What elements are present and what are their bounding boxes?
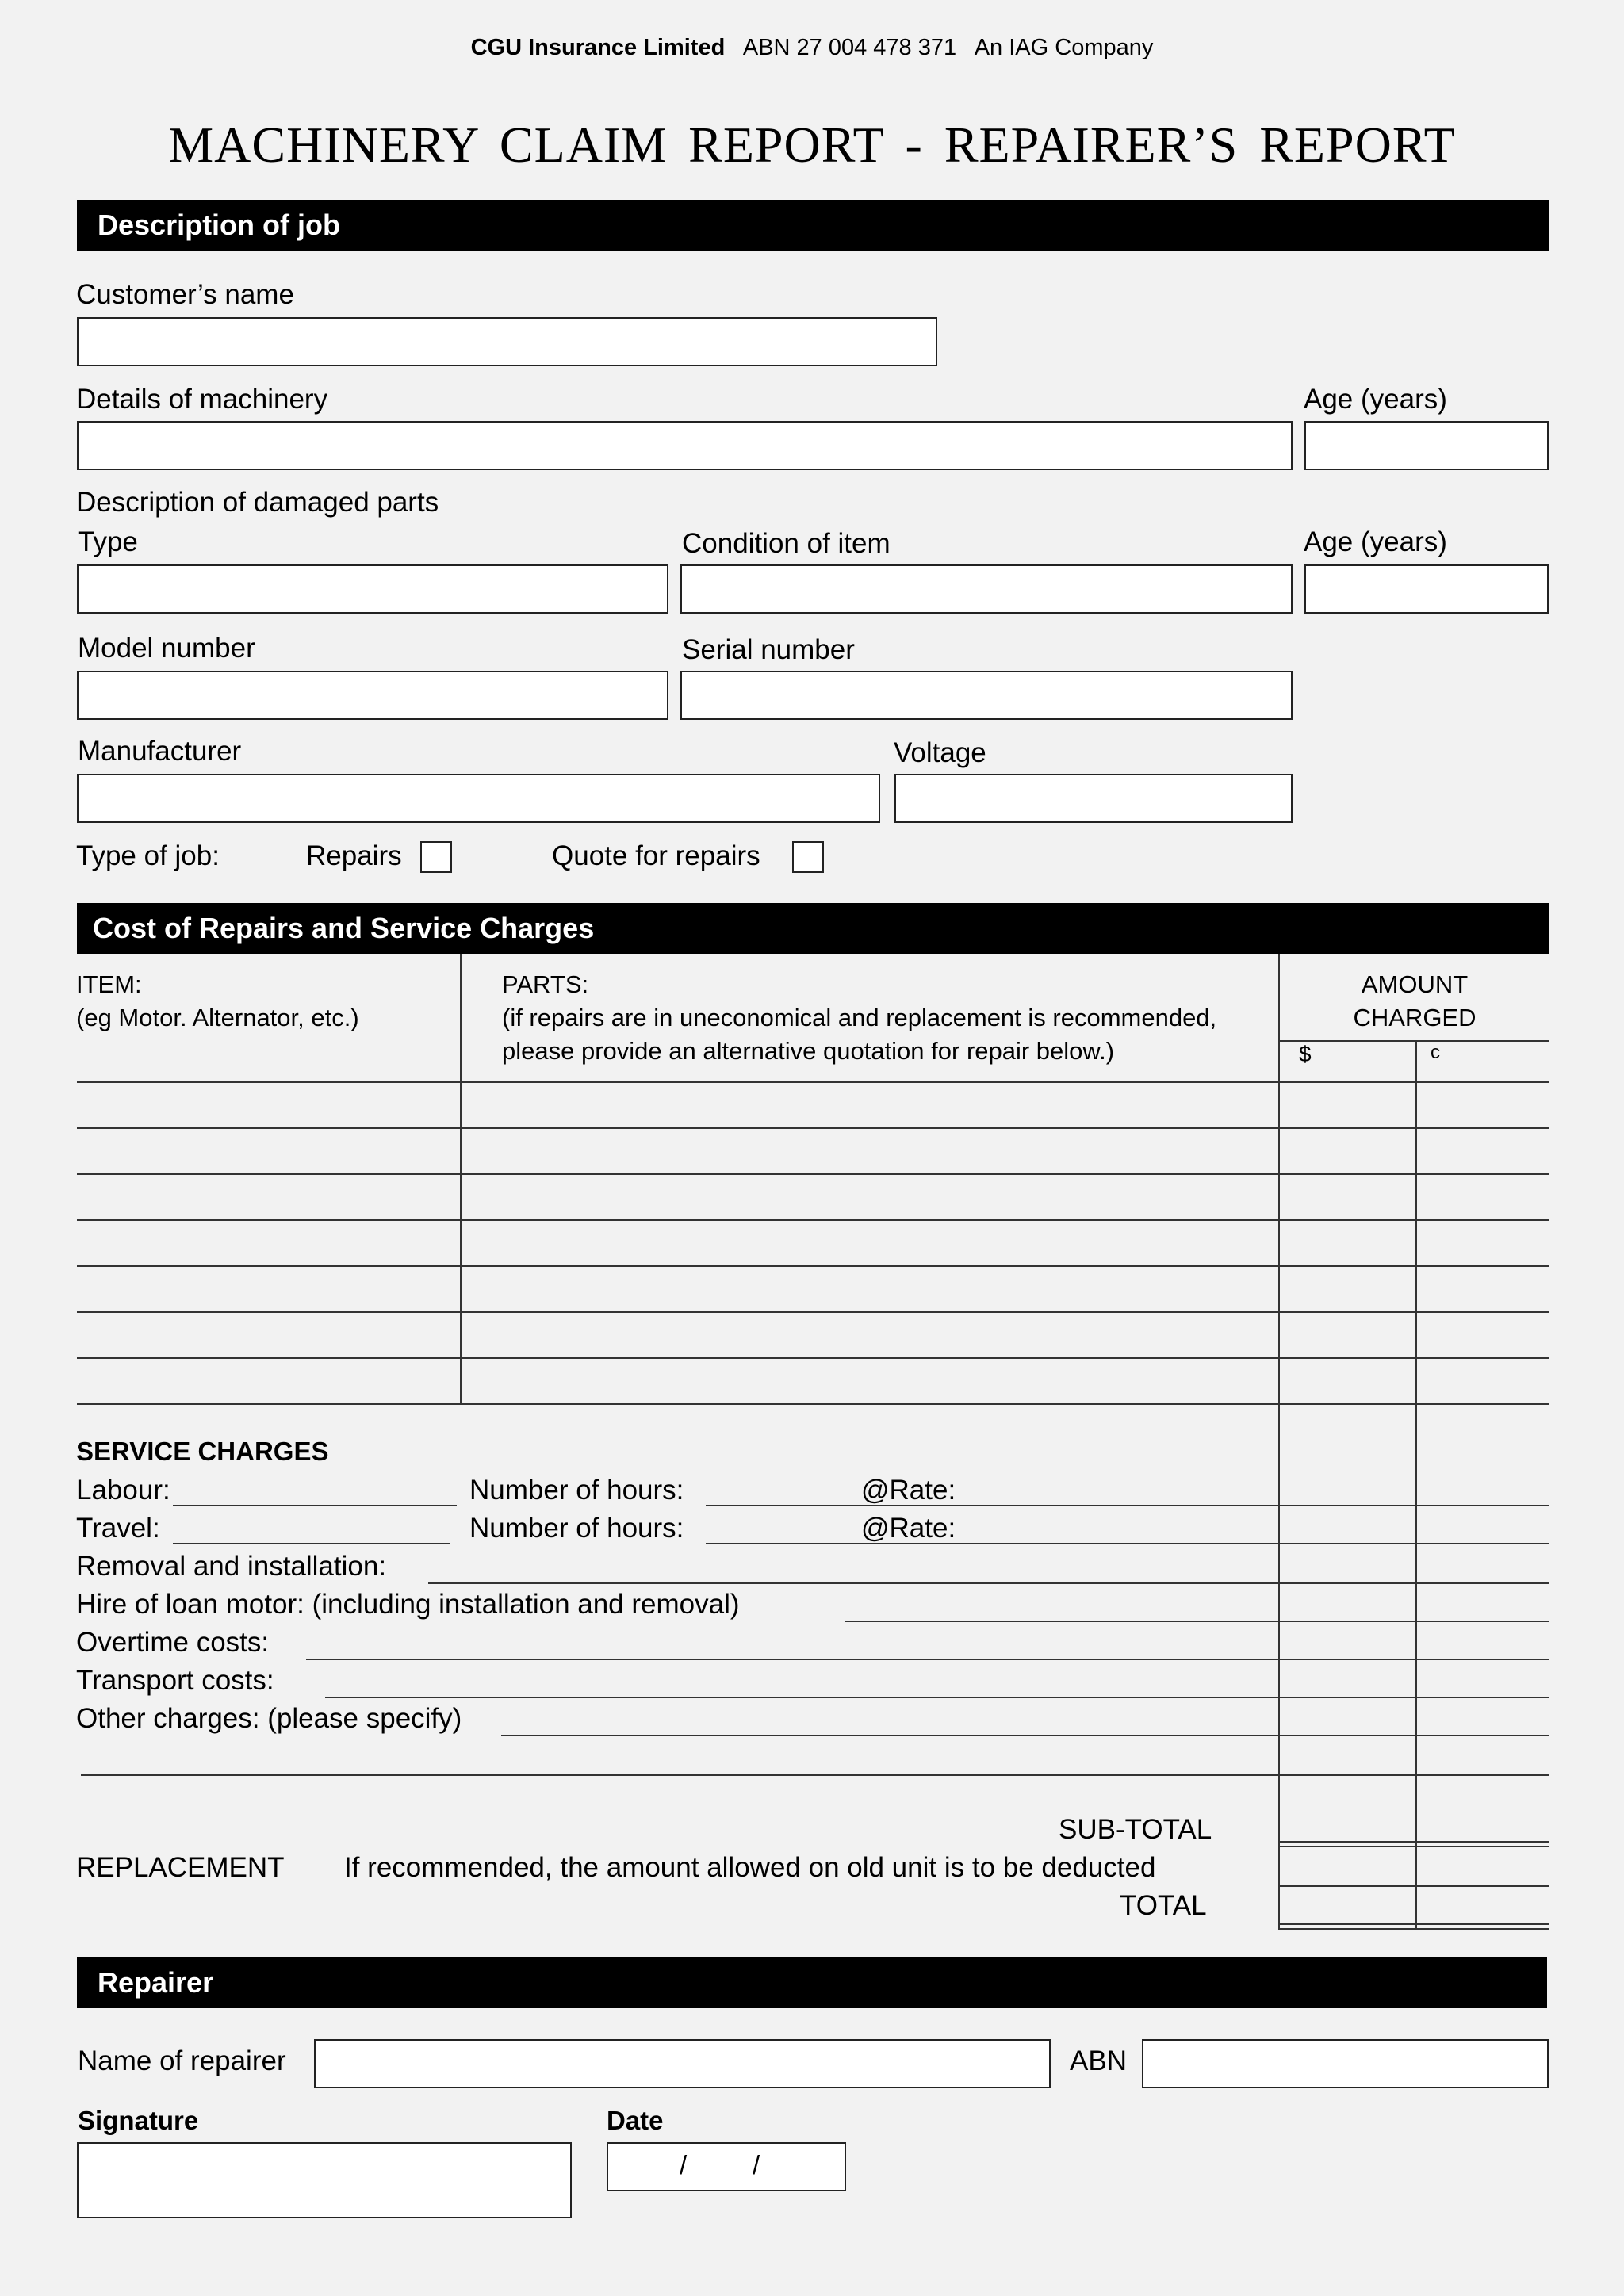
removal-label: Removal and installation: (76, 1551, 387, 1582)
date-separator: / (680, 2150, 688, 2179)
section-header-repairer: Repairer (77, 1957, 1547, 2008)
item-header-example: (eg Motor. Alternator, etc.) (76, 1004, 359, 1031)
amount-column-divider (1278, 954, 1280, 1929)
table-row-line (77, 1265, 1549, 1267)
amount-header-1: AMOUNT (1361, 970, 1469, 998)
repairs-checkbox[interactable] (420, 841, 452, 873)
table-row-line (77, 1357, 1549, 1359)
type-field[interactable] (77, 564, 668, 614)
cents-header: c (1431, 1042, 1440, 1063)
replacement-label: REPLACEMENT (76, 1852, 285, 1883)
overtime-line[interactable] (306, 1659, 1549, 1660)
amount-subheader-line (1278, 1040, 1549, 1042)
subtotal-line-2 (1278, 1846, 1549, 1847)
labour-line[interactable] (173, 1505, 457, 1506)
other-charges-line[interactable] (501, 1735, 1549, 1736)
machinery-details-field[interactable] (77, 421, 1293, 470)
model-number-label: Model number (78, 633, 255, 664)
hire-loan-motor-line[interactable] (845, 1621, 1549, 1622)
date-label: Date (607, 2106, 664, 2135)
repairs-label: Repairs (306, 840, 402, 871)
transport-label: Transport costs: (76, 1665, 274, 1696)
serial-number-label: Serial number (682, 634, 855, 665)
parts-header-note-2: please provide an alternative quotation for repair below.) (502, 1037, 1115, 1065)
company-abn: ABN 27 004 478 371 (742, 35, 957, 60)
parts-header (502, 968, 1216, 1068)
travel-label: Travel: (76, 1513, 160, 1544)
manufacturer-field[interactable] (77, 774, 880, 823)
other-charges-line-2[interactable] (81, 1774, 1549, 1776)
signature-label: Signature (78, 2106, 199, 2135)
company-name: CGU Insurance Limited (470, 35, 726, 60)
model-number-field[interactable] (77, 671, 668, 720)
date-field[interactable] (607, 2142, 846, 2191)
dollars-header: $ (1299, 1042, 1312, 1066)
type-of-job-label: Type of job: (76, 840, 220, 871)
table-row-line (77, 1127, 1549, 1129)
total-label: TOTAL (1120, 1890, 1207, 1921)
quote-label: Quote for repairs (552, 840, 760, 871)
damaged-parts-label: Description of damaged parts (76, 487, 439, 518)
transport-line[interactable] (325, 1697, 1549, 1698)
amount-header (1280, 968, 1549, 1035)
machinery-age-label: Age (years) (1304, 384, 1447, 415)
company-line (0, 35, 1624, 61)
date-separator: / (753, 2150, 760, 2179)
amount-header-2: CHARGED (1353, 1004, 1477, 1031)
table-row-line (77, 1403, 1549, 1405)
part-age-field[interactable] (1304, 564, 1549, 614)
company-group: An IAG Company (974, 35, 1154, 60)
item-header-title: ITEM: (76, 970, 142, 998)
replacement-line (1278, 1885, 1549, 1887)
other-charges-label: Other charges: (please specify) (76, 1703, 462, 1734)
hire-loan-motor-label: Hire of loan motor: (including installation and removal) (76, 1589, 740, 1620)
voltage-label: Voltage (894, 737, 986, 768)
labour-hours-label: Number of hours: (469, 1475, 684, 1506)
travel-rate-label: @Rate: (861, 1513, 956, 1544)
travel-hours-line[interactable] (706, 1543, 1549, 1544)
removal-line[interactable] (428, 1582, 1549, 1584)
item-column-divider (460, 954, 462, 1404)
labour-hours-line[interactable] (706, 1505, 1549, 1506)
table-row-line (77, 1081, 1549, 1083)
condition-label: Condition of item (682, 528, 891, 559)
customer-name-field[interactable] (77, 317, 937, 366)
overtime-label: Overtime costs: (76, 1627, 270, 1658)
labour-label: Labour: (76, 1475, 170, 1506)
table-row-line (77, 1173, 1549, 1175)
repairer-abn-field[interactable] (1142, 2039, 1549, 2088)
repairer-name-field[interactable] (314, 2039, 1051, 2088)
replacement-note: If recommended, the amount allowed on old unit is to be deducted (344, 1852, 1156, 1883)
subtotal-label: SUB-TOTAL (1059, 1814, 1212, 1845)
machinery-age-field[interactable] (1304, 421, 1549, 470)
page-title: MACHINERY CLAIM REPORT - REPAIRER’S REPORT (168, 117, 1456, 173)
labour-rate-label: @Rate: (861, 1475, 956, 1506)
travel-line[interactable] (173, 1543, 450, 1544)
serial-number-field[interactable] (680, 671, 1293, 720)
total-line (1278, 1923, 1549, 1925)
subtotal-line (1278, 1841, 1549, 1843)
parts-header-title: PARTS: (502, 970, 589, 998)
machinery-details-label: Details of machinery (76, 384, 328, 415)
repairer-abn-label: ABN (1070, 2045, 1127, 2076)
manufacturer-label: Manufacturer (78, 736, 242, 767)
section-header-description: Description of job (77, 200, 1549, 251)
customer-name-label: Customer’s name (76, 279, 294, 310)
type-label: Type (78, 526, 138, 557)
travel-hours-label: Number of hours: (469, 1513, 684, 1544)
repairer-name-label: Name of repairer (78, 2045, 286, 2076)
condition-field[interactable] (680, 564, 1293, 614)
service-charges-heading: SERVICE CHARGES (76, 1437, 329, 1466)
quote-checkbox[interactable] (792, 841, 824, 873)
part-age-label: Age (years) (1304, 526, 1447, 557)
section-header-cost: Cost of Repairs and Service Charges (77, 903, 1549, 954)
total-line-2 (1278, 1928, 1549, 1930)
voltage-field[interactable] (894, 774, 1293, 823)
table-row-line (77, 1311, 1549, 1313)
table-row-line (77, 1219, 1549, 1221)
signature-field[interactable] (77, 2142, 572, 2218)
parts-header-note-1: (if repairs are in uneconomical and replacement is recommended, (502, 1004, 1217, 1031)
item-header (76, 968, 359, 1035)
